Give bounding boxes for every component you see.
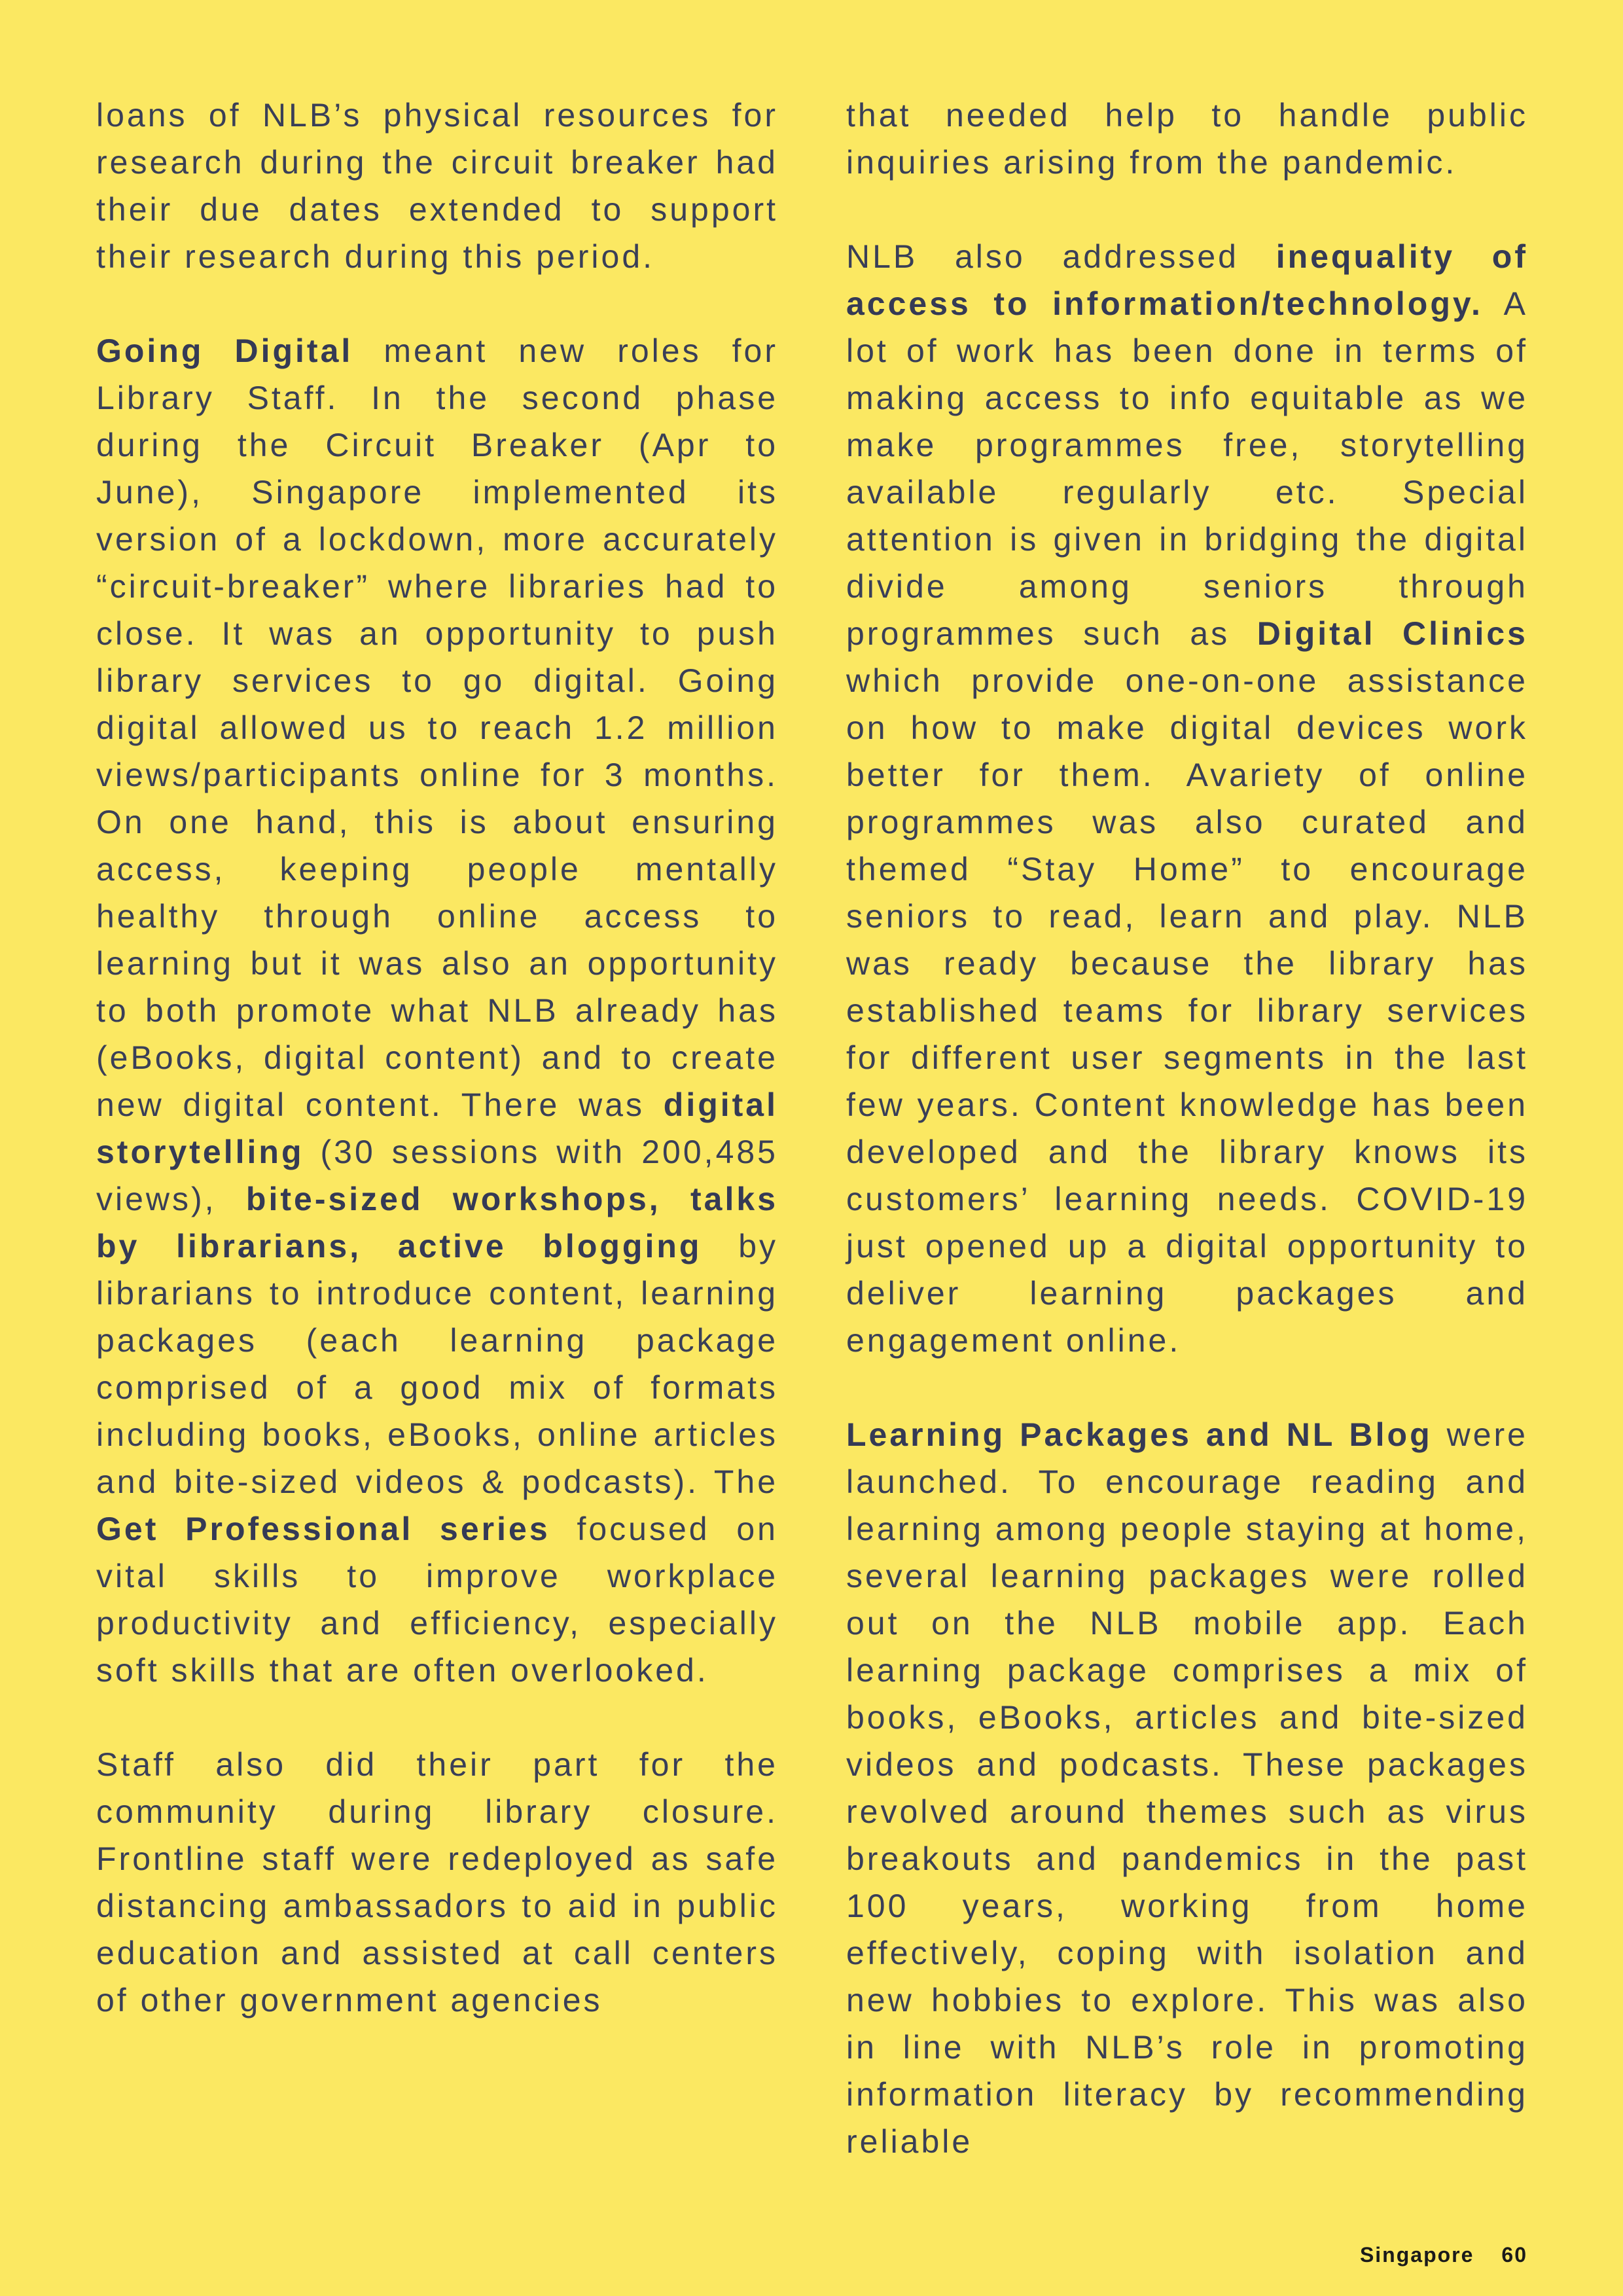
left-column — [96, 92, 778, 2071]
paragraph-text: NLB also addressed — [846, 238, 1276, 275]
paragraph-text: meant new roles for Library Staff. In the second phase during the Circuit Breaker (Apr to June), Singapore implemented its version of a lockdown, more accurately “circuit-breaker” where libraries had to close. It was an opportunity to push library services to go digital. Going digital allowed us to reach 1.2 million views/participants online for 3 months. On one hand, this is about ensuring access, keeping people mentally healthy through online access to learning but it was also an opportunity to both promote what NLB already has (eBooks, digital content) and to create new digital content. There was — [96, 332, 778, 1123]
right-paragraph-1 — [846, 92, 1528, 186]
bold-term-inequality-of-access: inequality of access to information/technology. — [846, 238, 1528, 322]
left-paragraph-2 — [96, 327, 778, 1694]
paragraph-text: by librarians to introduce content, learning packages (each learning package comprised of a good mix of formats including books, eBooks, online articles and bite-sized videos & podcasts). The — [96, 1228, 779, 1500]
paragraph-text: focused on vital skills to improve workplace productivity and efficiency, especially soft skills that are often overlooked. — [96, 1511, 778, 1689]
paragraph-text: that needed help to handle public inquiries arising from the pandemic. — [846, 97, 1528, 181]
right-column — [846, 92, 1528, 2212]
paragraph-text: A lot of work has been done in terms of making access to info equitable as we make programmes free, storytelling available regularly etc. Special attention is given in bridging the digital divide among seniors through programmes such as — [846, 285, 1528, 652]
right-paragraph-2 — [846, 233, 1528, 1364]
page-number: 60 — [1501, 2243, 1527, 2267]
paragraph-text: Staff also did their part for the community during library closure. Frontline staff were redeployed as safe distancing ambassadors to aid in public education and assisted at call centers of other government agencies — [96, 1746, 778, 2018]
paragraph-text: which provide one-on-one assistance on how to make digital devices work better for them. Avariety of online programmes was also curated and themed “Stay Home” to encourage seniors to read, learn and play. NLB was ready because the library has established teams for library services for different user segments in the last few years. Content knowledge has been developed and the library knows its customers’ learning needs. COVID-19 just opened up a digital opportunity to deliver learning packages and engagement online. — [846, 662, 1528, 1359]
right-paragraph-3 — [846, 1411, 1528, 2165]
bold-term-learning-packages: Learning Packages and NL Blog — [846, 1416, 1433, 1453]
paragraph-text: (30 sessions with 200,485 views), — [96, 1134, 778, 1217]
footer-country: Singapore — [1359, 2243, 1474, 2267]
bold-term-digital-storytelling: digital storytelling — [96, 1086, 778, 1170]
bold-term-workshops: bite-sized workshops, talks by librarians, active blogging — [96, 1181, 778, 1265]
paragraph-text: loans of NLB’s physical resources for research during the circuit breaker had their due dates extended to support their research during this period. — [96, 97, 778, 275]
paragraph-text: were launched. To encourage reading and learning among people staying at home, several learning packages were rolled out on the NLB mobile app. Each learning package comprises a mix of books, eBooks, articles and bite-sized videos and podcasts. These packages revolved around themes such as virus breakouts and pandemics in the past 100 years, working from home effectively, coping with isolation and new hobbies to explore. This was also in line with NLB’s role in promoting information literacy by recommending reliable — [846, 1416, 1528, 2160]
left-paragraph-1 — [96, 92, 778, 280]
bold-term-get-professional: Get Professional series — [96, 1511, 550, 1547]
left-paragraph-3 — [96, 1741, 778, 2024]
bold-term-going-digital: Going Digital — [96, 332, 353, 369]
page-footer — [1360, 2243, 1527, 2267]
bold-term-digital-clinics: Digital Clinics — [1257, 615, 1528, 652]
